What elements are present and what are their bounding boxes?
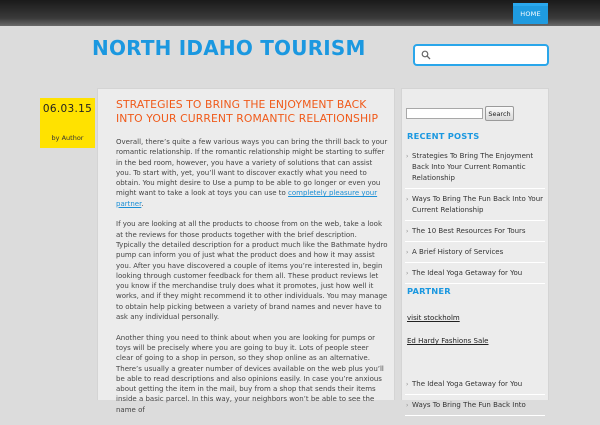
recent-post-label: The 10 Best Resources For Tours: [412, 227, 526, 235]
recent-post-label: Ways To Bring The Fun Back Into: [412, 401, 526, 409]
recent-post-item[interactable]: [405, 374, 545, 395]
post-byline: [40, 134, 95, 142]
partner-heading: PARTNER: [407, 286, 451, 296]
chevron-right-icon: ›: [406, 153, 409, 160]
post-text: .: [141, 199, 144, 208]
recent-post-label: The Ideal Yoga Getaway for You: [412, 269, 523, 277]
more-posts-list: [405, 374, 545, 416]
recent-post-label: Strategies To Bring The Enjoyment Back Into Your Current Romantic Relationship: [412, 152, 534, 182]
post-title[interactable]: STRATEGIES TO BRING THE ENJOYMENT BACK INTO YOUR CURRENT ROMANTIC RELATIONSHIP: [116, 98, 379, 125]
chevron-right-icon: ›: [406, 381, 409, 388]
recent-post-label: Ways To Bring The Fun Back Into Your Current Relationship: [412, 195, 544, 214]
header-search-input[interactable]: [413, 44, 549, 66]
recent-post-item[interactable]: [405, 263, 545, 284]
recent-post-label: A Brief History of Services: [412, 248, 504, 256]
post-paragraph: Another thing you need to think about when you are looking for pumps or toys will be precisely where you are going to buy it. Lots of people steer clear of going to a shop in person, so they shop online as an alternative. There’s usually a greater number of devices available on the web plus you’ll be able to read descriptions and also opinions easily. In case you’re anxious about getting the item in the mail, buy from a shop that sends their items inside a basic parcel. In this way, your neighbors won’t be able to see the name of: [116, 333, 384, 414]
nav-home-label: HOME: [520, 9, 541, 18]
chevron-right-icon: ›: [406, 228, 409, 235]
byline-prefix: by: [51, 134, 60, 142]
sidebar: [401, 88, 549, 409]
post-paragraph: If you are looking at all the products to choose from on the web, take a look at the reviews for those products together with the brief description. Typically the detailed description for a product much like the Bathmate hydro pump can inform you of just what the product does and how it may assist you. After you have discovered a couple of items you’re interested in, begin looking through customer feedback for them all. These product reviews let you know if the merchandise truly does what it promotes, just how well it works, and if they might recommend it to other individuals. You may manage to obtain help picking between a variety of brand names and never have to ask any individual personally.: [116, 220, 388, 322]
nav-home-tab[interactable]: [513, 3, 548, 24]
recent-post-item[interactable]: [405, 221, 545, 242]
recent-posts-heading: RECENT POSTS: [407, 131, 480, 141]
top-navigation-bar: [0, 0, 600, 26]
main-content: [97, 88, 395, 414]
recent-posts-list: [405, 146, 545, 284]
chevron-right-icon: ›: [406, 402, 409, 409]
search-icon: [421, 50, 431, 60]
post-inline-link[interactable]: completely pleasure your partner: [116, 189, 378, 208]
partner-link[interactable]: visit stockholm: [407, 314, 460, 322]
post-date-badge: [40, 98, 95, 148]
chevron-right-icon: ›: [406, 270, 409, 277]
chevron-right-icon: ›: [406, 196, 409, 203]
post-date: 06.03.15: [42, 103, 93, 115]
recent-post-item[interactable]: [405, 395, 545, 416]
site-title[interactable]: NORTH IDAHO TOURISM: [92, 36, 366, 60]
recent-post-label: The Ideal Yoga Getaway for You: [412, 380, 523, 388]
chevron-right-icon: ›: [406, 249, 409, 256]
post-paragraph: [116, 137, 388, 209]
recent-post-item[interactable]: [405, 146, 545, 189]
post-author[interactable]: Author: [61, 134, 84, 142]
nav-home-highlight: [513, 3, 548, 6]
recent-post-item[interactable]: [405, 242, 545, 263]
post-body: [116, 137, 388, 425]
post-text: Overall, there’s quite a few various ways you can bring the thrill back to your romantic relationship. If the romantic relationship might be starting to suffer in the bed room, however, you have a variety of solutions that can assist you. To start with, yet, you’ll want to discover exactly what you need to obtain. You might desire to Use a pump to be able to go longer or even you might want to take a look at toys you can use to: [116, 138, 388, 198]
recent-post-item[interactable]: [405, 189, 545, 221]
sidebar-search-input[interactable]: [406, 108, 483, 119]
partner-link[interactable]: Ed Hardy Fashions Sale: [407, 337, 489, 345]
sidebar-search-button[interactable]: Search: [485, 106, 514, 121]
